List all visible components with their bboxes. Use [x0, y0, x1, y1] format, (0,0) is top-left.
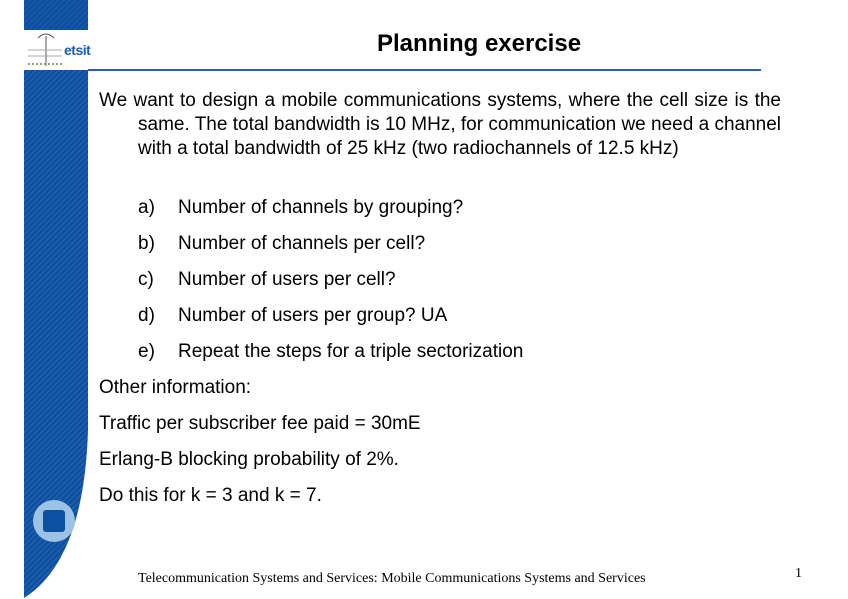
intro-text: We want to design a mobile communications systems, where the cell size is the same. The total bandwidth is 10 MHz, for communication we need a channel with a total bandwidth of 25 kHz (two radiochannels of 12.5 kHz)	[99, 90, 781, 159]
page-number: 1	[795, 566, 802, 581]
etsit-logo-text: etsit	[64, 42, 91, 58]
other-heading: Other information:	[99, 377, 252, 398]
item-text: Number of channels by grouping?	[178, 197, 464, 218]
item-label: e)	[138, 341, 155, 362]
list-item	[138, 197, 463, 219]
slide-title: Planning exercise	[376, 30, 582, 57]
title-divider	[88, 69, 761, 71]
list-item	[138, 269, 396, 291]
item-text: Number of users per cell?	[178, 269, 396, 290]
info-line: Traffic per subscriber fee paid = 30mE	[99, 413, 421, 434]
list-item	[138, 305, 447, 327]
list-item	[138, 341, 523, 363]
footer-text: Telecommunication Systems and Services: Mobile Communications Systems and Services	[138, 571, 646, 586]
intro-paragraph	[99, 89, 781, 161]
info-line: Do this for k = 3 and k = 7.	[99, 485, 322, 506]
item-text: Repeat the steps for a triple sectorization	[178, 341, 524, 362]
item-label: d)	[138, 305, 155, 326]
list-item	[138, 233, 425, 255]
item-label: b)	[138, 233, 155, 254]
item-text: Number of channels per cell?	[178, 233, 426, 254]
item-label: a)	[138, 197, 155, 218]
university-seal	[33, 500, 75, 542]
item-label: c)	[138, 269, 154, 290]
info-line: Erlang-B blocking probability of 2%.	[99, 449, 399, 470]
item-text: Number of users per group? UA	[178, 305, 448, 326]
